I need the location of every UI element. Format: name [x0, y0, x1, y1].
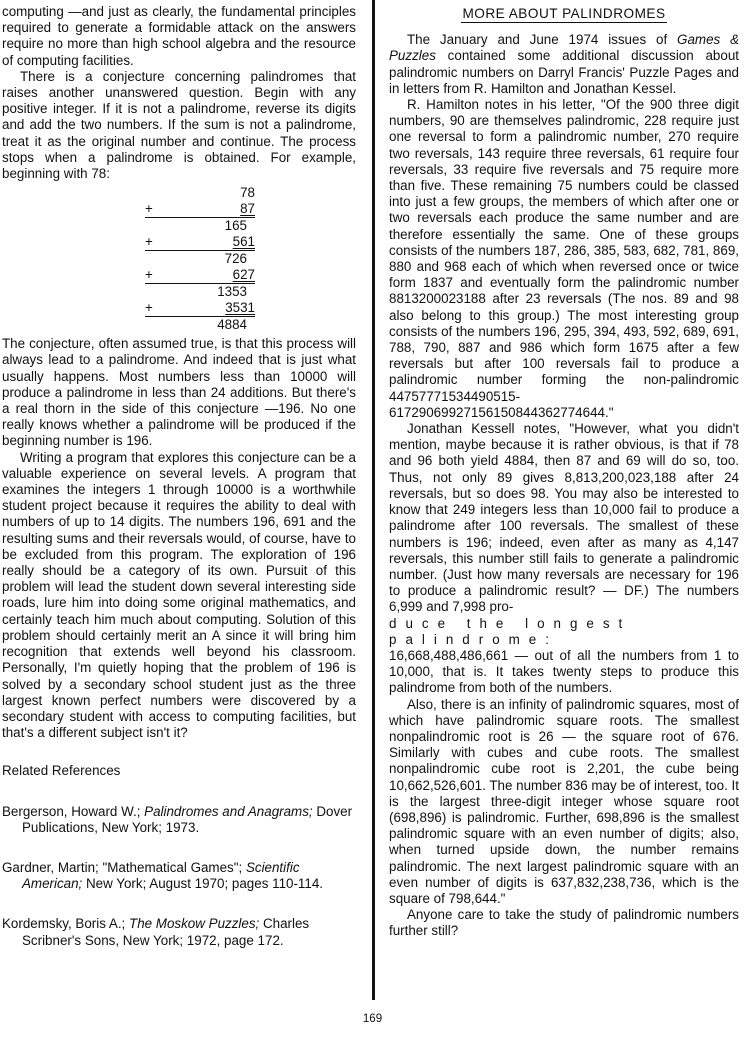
kessell-spaced-line: duce the longest palindrome: — [389, 615, 632, 647]
squares-paragraph: Also, there is an infinity of palindromic squares, most of which have palindromic square roots. The smallest nonpalindromic root is 26 — the square root of 676. Similarly with cubes and cube roots. The smallest nonpalindromic cube root is 2,201, the cube being 10,662,526,601. The number 836 may be of interest, too. It is the largest three-digit integer whose square root (698,896) is palindromic. Further, 698,896 is the smallest palindromic square with an even number of digits; also, when turned upside down, the number remains palindromic. The next largest palindromic square with an even number of digits is 637,832,238,736, which is the square of 798,644." — [389, 696, 739, 906]
kessell-paragraph-end: 16,668,488,486,661 — out of all the numbers from 1 to 10,000, that is. It takes twenty steps to produce this palindrome from both of the numbers. — [389, 647, 739, 696]
references-title: Related References — [2, 763, 121, 779]
games-puzzles-paragraph: The January and June 1974 issues of Games & Puzzles contained some additional discussion about palindromic numbers on Darryl Francis' Puzzle Pages and in letters from R. Hamilton and Jonathan Kessel. — [389, 32, 740, 96]
page-number: 169 — [362, 1013, 383, 1025]
intro-paragraph: computing —and just as clearly, the fundamental principles required to generate a formidable attack on the answers require no more than high school algebra and the resource of computing facilities. — [2, 4, 356, 68]
addition-step-4: + 3531 — [145, 300, 255, 316]
column-divider — [372, 0, 375, 1000]
addition-step-3: + 627 — [145, 267, 255, 283]
addition-step-2: + 561 — [145, 234, 255, 250]
addition-step-1: + 87 — [145, 201, 255, 217]
reference-bergerson: Bergerson, Howard W.; Palindromes and Anagrams; Dover Publications, New York; 1973. — [2, 803, 353, 835]
closing-paragraph: Anyone care to take the study of palindromic numbers further still? — [389, 907, 739, 939]
conjecture-paragraph: There is a conjecture concerning palindromes that raises another unanswered question. Begin with any positive integer. If it is not a palindrome, reverse its digits and add the two numbers. If the sum is not a palindrome, treat it as the original number and continue. The process stops when a palindrome is obtained. For example, beginning with 78: — [2, 68, 356, 182]
reference-kordemsky: Kordemsky, Boris A.; The Moskow Puzzles; Charles Scribner's Sons, New York; 1972, page 172. — [2, 916, 310, 948]
addition-sum-2: 726 — [145, 250, 255, 267]
right-column — [389, 4, 739, 940]
addition-start: 78 — [240, 185, 255, 201]
hamilton-paragraph: R. Hamilton notes in his letter, "Of the 900 three digit numbers, 90 are themselves palindromic, 228 require just one reversal to form a palindromic number, 270 require two reversals, 143 require three reversals, 61 require four reversals, 33 require five reversals and 75 require more than five. These remaining 75 numbers could be classed into just a few groups, the members of which after one or two reversals each produce the same number and are therefore essentially the same. One of these groups consists of the numbers 187, 286, 385, 583, 682, 781, 869, 880 and 968 each of which when reversed once or twice form 1837 and eventually form the palindromic number 8813200023188 after 23 reversals (The nos. 89 and 98 also belong to this group.) The most interesting group consists of the numbers 196, 295, 394, 493, 592, 689, 691, 788, 790, 887 and 986 which form 1675 after a few reversals but after 100 reversals fail to produce a palindromic number forming the non-palindromic 44757771534490515-61729069927156150844362774644." — [389, 97, 739, 420]
conjecture-result-paragraph: The conjecture, often assumed true, is that this process will always lead to a palindrome. And indeed that is just what usually happens. Most numbers less than 10000 will produce a palindrome in less than 24 additions. But there's a real thorn in the side of this conjecture —196. No one really knows whether a palindrome will be produced if the beginning number is 196. — [2, 336, 356, 449]
program-paragraph: Writing a program that explores this conjecture can be a valuable experience on several levels. A program that examines the integers 1 through 10000 is a worthwhile student project because it requires the ability to deal with numbers of up to 14 digits. The numbers 196, 691 and the resulting sums and their reversals would, of course, have to be excluded from this program. The exploration of 196 really should be a category of its own. Pursuit of this problem will lead the student down several interesting side roads, lure him into doing some original mathematics, and certainly teach him much about computing. Solution of this problem should certainly merit an A since it will bring him recognition that extends well beyond his classroom. Personally, I'm quietly hoping that the problem of 196 is solved by a secondary school student just as the three largest known perfect numbers were discovered by a secondary student with access to computing facilities, but that's a different subject isn't it? — [2, 449, 356, 741]
reference-gardner: Gardner, Martin; "Mathematical Games"; Scientific American; New York; August 1970; pages 110-114. — [2, 859, 323, 892]
left-column — [2, 4, 356, 973]
section-heading: MORE ABOUT PALINDROMES — [462, 6, 666, 21]
addition-sum-3: 1353 — [145, 283, 255, 300]
addition-example — [145, 185, 255, 333]
kessell-paragraph: Jonathan Kessell notes, "However, what you didn't mention, maybe because it is rather obvious, is that if 78 and 96 both yield 4884, then 87 and 69 will do so, too. Thus, not only 89 gives 8,813,200,023,188 after 24 reversals, but so does 98. You may also be interested to know that 249 integers less than 10,000 fail to produce a palindrome after 100 reversals. The smallest of these numbers is 196; indeed, even after as many as 4,147 reversals, this number still fails to generate a palindromic number. (Just how many reversals are necessary for 196 to produce a palindromic result? — DF.) The numbers 6,999 and 7,998 pro- — [389, 421, 739, 615]
addition-sum-1: 165 — [145, 217, 255, 234]
addition-sum-4: 4884 — [145, 316, 255, 333]
